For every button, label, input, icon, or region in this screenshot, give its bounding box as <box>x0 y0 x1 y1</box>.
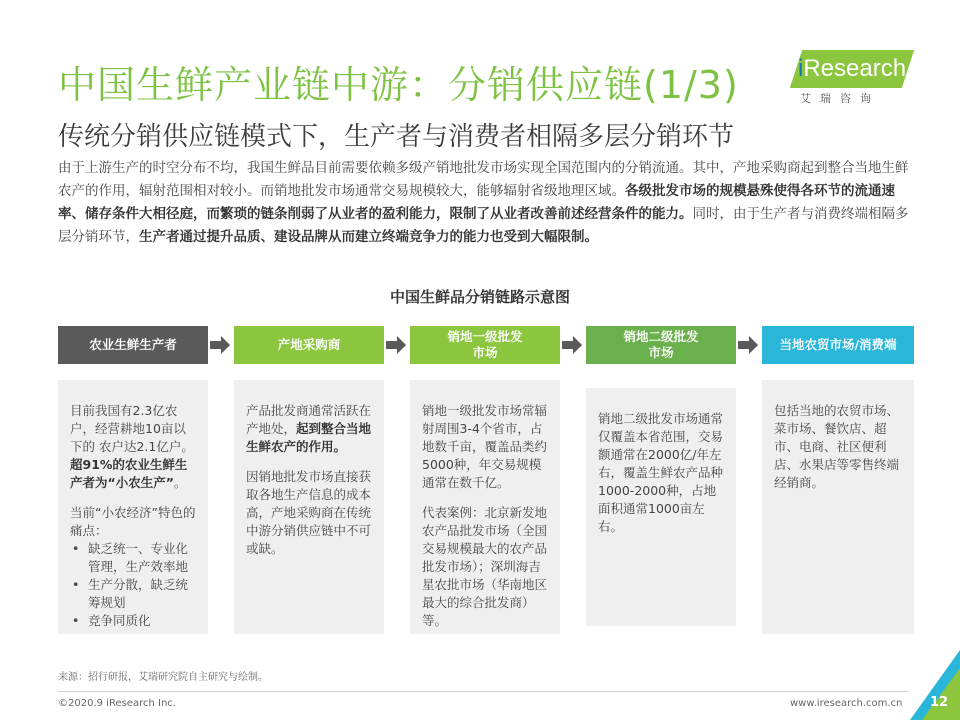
logo-subtitle: 艾瑞咨询 <box>800 92 880 105</box>
desc-producer-painpoints-heading: 当前“小农经济”特色的痛点： <box>70 505 196 538</box>
node-secondary-line1: 销地二级批发 <box>623 329 699 344</box>
desc-local-market <box>762 380 914 634</box>
flow-arrow-icon <box>738 336 758 354</box>
list-item: • 生产分散，缺乏统筹规划 <box>70 576 198 612</box>
desc-producer-b-bold: 超91%的农业生鲜生产者为“小农生产” <box>70 457 188 490</box>
iresearch-logo <box>792 50 912 106</box>
desc-producer-main <box>70 402 198 492</box>
desc-producer-a: 目前我国有2.3亿农户，经营耕地10亩以下的 农户达2.1亿户。 <box>70 403 194 454</box>
node-origin-buyer <box>234 326 384 364</box>
node-primary-wholesale-label <box>447 329 522 361</box>
list-item: • 竞争同质化 <box>70 612 198 630</box>
website-link[interactable]: www.iresearch.com.cn <box>790 698 903 709</box>
diagram-title: 中国生鲜品分销链路示意图 <box>389 288 570 306</box>
node-origin-buyer-label: 产地采购商 <box>277 337 341 352</box>
desc-origin-buyer <box>234 380 384 634</box>
source-note: 来源：招行研报，艾瑞研究院自主研究与绘制。 <box>58 672 268 683</box>
copyright: ©2020.9 iResearch Inc. <box>58 698 176 709</box>
page-subtitle: 传统分销供应链模式下，生产者与消费者相隔多层分销环节 <box>58 122 735 152</box>
flow-arrow-icon <box>562 336 582 354</box>
list-item: • 缺乏统一、专业化管理，生产效率地 <box>70 540 198 576</box>
desc-producer-c: 。 <box>173 475 187 490</box>
desc-primary-b: 代表案例：北京新发地农产品批发市场（全国交易规模最大的农产品批发市场）；深圳海吉星农批市场（华南地区最大的综合批发商）等。 <box>422 505 548 628</box>
node-primary-line1: 销地一级批发 <box>447 329 523 344</box>
page-title: 中国生鲜产业链中游：分销供应链(1/3) <box>58 63 739 107</box>
intro-paragraph <box>58 157 918 249</box>
desc-secondary-wholesale <box>586 388 736 626</box>
desc-secondary-a: 销地二级批发市场通常仅覆盖本省范围，交易额通常在2000亿/年左右，覆盖生鲜农产品种1000-2000种，占地面积通常1000亩左右。 <box>598 411 724 534</box>
desc-origin-buyer-b-bold: 起到整合当地生鲜农产的作用。 <box>246 421 372 454</box>
intro-text-1: 由于上游生产的时空分布不均，我国生鲜品目前需要依赖多级产销地批发市场实现全国范围内的分销流通。其中，产地采购商起到整合当地生鲜农产的作用，辐射范围相对较小。而销地批发市场通常交易规模较大，能够辐射省级地理区域。 <box>58 160 909 199</box>
page-number: 12 <box>930 695 949 710</box>
intro-text-4-bold: 生产者通过提升品质、建设品牌从而建立终端竞争力的能力也受到大幅限制。 <box>139 229 598 245</box>
node-secondary-wholesale <box>586 326 736 364</box>
node-primary-wholesale <box>410 326 560 364</box>
node-producer <box>58 326 208 364</box>
node-primary-line2: 市场 <box>472 345 498 360</box>
desc-producer <box>58 380 208 634</box>
desc-local-a: 包括当地的农贸市场、菜市场、餐饮店、超市、电商、社区便利店、水果店等零售终端经销商。 <box>774 403 900 490</box>
logo-brand-rest: Research <box>803 55 907 82</box>
intro-text-3: 同时，由于生产者与消费终端相隔多层分销环节， <box>58 206 909 245</box>
node-local-market <box>762 326 914 364</box>
logo-brand <box>798 55 906 83</box>
flow-arrow-icon <box>210 336 230 354</box>
node-secondary-wholesale-label <box>623 329 698 361</box>
desc-producer-bullets <box>70 540 198 630</box>
intro-text-2-bold: 各级批发市场的规模悬殊使得各环节的流通速率、储存条件大相径庭，而繁琐的链条削弱了从业者的盈利能力，限制了从业者改善前述经营条件的能力。 <box>58 183 895 222</box>
node-producer-label: 农业生鲜生产者 <box>89 337 177 352</box>
desc-primary-a: 销地一级批发市场常辐射周围3-4个省市，占地数千亩，覆盖品类约5000种，年交易规模通常在数千亿。 <box>422 403 548 490</box>
desc-primary-wholesale <box>410 380 560 634</box>
node-local-market-label: 当地农贸市场/消费端 <box>779 337 897 352</box>
node-secondary-line2: 市场 <box>648 345 674 360</box>
footer-divider <box>58 691 908 692</box>
desc-origin-buyer-c: 因销地批发市场直接获取各地生产信息的成本高，产地采购商在传统中游分销供应链中不可或缺。 <box>246 469 372 556</box>
desc-origin-buyer-main <box>246 402 374 456</box>
flow-arrow-icon <box>386 336 406 354</box>
desc-origin-buyer-a: 产品批发商通常活跃在产地处， <box>246 403 372 436</box>
logo-brand-i: i <box>798 55 804 82</box>
